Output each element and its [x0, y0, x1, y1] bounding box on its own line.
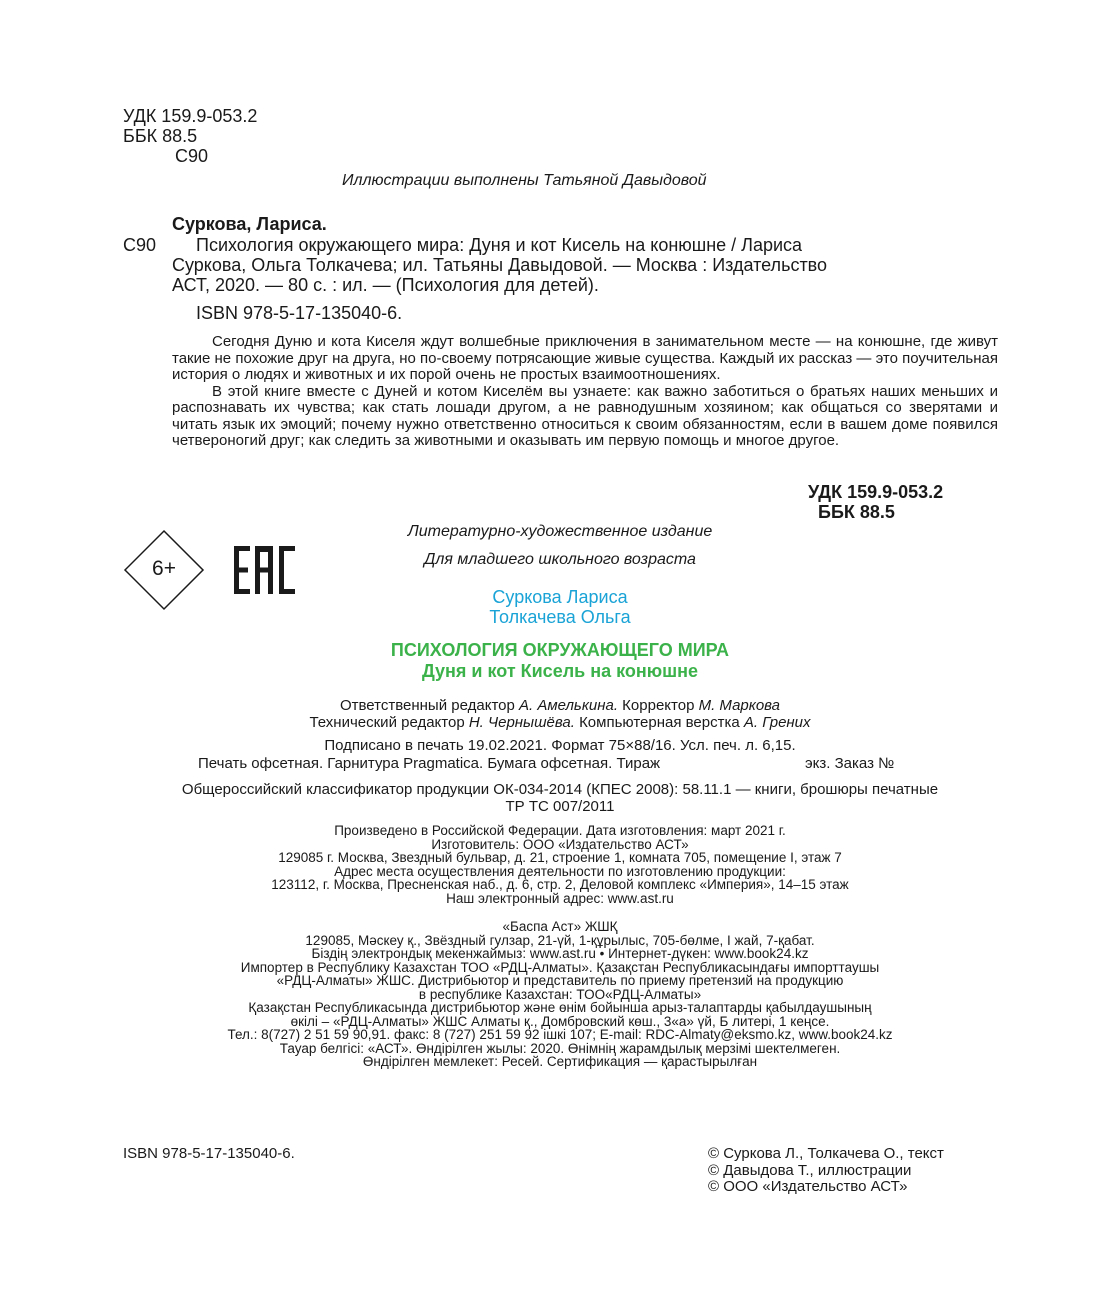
editor-name: М. Маркова — [698, 697, 781, 714]
editor-role: Ответственный редактор — [339, 697, 519, 714]
footer-isbn: ISBN 978-5-17-135040-6. — [123, 1145, 295, 1162]
kazakh-info — [110, 920, 1010, 1069]
kazakh-line: в республике Казахстан: ТОО«РДЦ-Алматы» — [418, 986, 702, 1002]
catalog-entry-line: Суркова, Ольга Толкачева; ил. Татьяны Давыдовой. — Москва : Издательство — [172, 255, 828, 275]
kazakh-line: Біздің электрондық мекенжаймыз: www.ast.ru • Интернет-дүкен: www.book24.kz — [311, 946, 809, 961]
book-title: ПСИХОЛОГИЯ ОКРУЖАЮЩЕГО МИРА — [390, 640, 730, 660]
copyright-line: © Давыдова Т., иллюстрации — [708, 1161, 912, 1179]
kazakh-line: «Баспа Аст» ЖШҚ — [502, 919, 618, 934]
editor-name: Н. Чернышёва. — [468, 713, 575, 731]
kazakh-line: «РДЦ-Алматы» ЖШС. Дистрибьютор и представитель по приему претензий на продукцию — [276, 973, 844, 988]
manufacturer-line: Изготовитель: ООО «Издательство АСТ» — [431, 836, 689, 852]
illustrations-credit: Иллюстрации выполнены Татьяной Давыдовой — [342, 172, 707, 189]
manufacturer-line: Произведено в Российской Федерации. Дата изготовления: март 2021 г. — [334, 823, 786, 838]
header-codes — [123, 106, 257, 166]
editor-name: А. Грених — [743, 713, 811, 731]
authors — [410, 587, 710, 627]
editor-role: Корректор — [618, 697, 699, 714]
edition-audience: Для младшего школьного возраста — [424, 551, 696, 568]
udk-code: УДК 159.9-053.2 — [123, 106, 258, 126]
editor-role: Компьютерная верстка — [574, 713, 744, 731]
catalog-entry — [172, 235, 998, 295]
manufacturer-line: 129085 г. Москва, Звездный бульвар, д. 21, строение 1, комната 705, помещение I, этаж 7 — [278, 850, 842, 865]
catalog-entry-line: Психология окружающего мира: Дуня и кот Кисель на конюшне / Лариса — [196, 235, 803, 255]
editors-line — [160, 715, 960, 732]
classifier-line-2: ТР ТС 007/2011 — [505, 798, 615, 815]
print-line-2b: экз. Заказ № — [805, 755, 895, 772]
copyright-line: © ООО «Издательство АСТ» — [708, 1178, 908, 1195]
author-name: Суркова Лариса — [492, 587, 628, 607]
udk-bold: УДК 159.9-053.2 — [808, 482, 944, 502]
print-line-1: Подписано в печать 19.02.2021. Формат 75×88/16. Усл. печ. л. 6,15. — [324, 737, 796, 754]
age-rating-text: 6+ — [152, 557, 176, 580]
print-line-2a: Печать офсетная. Гарнитура Pragmatica. Бумага офсетная. Тираж — [198, 755, 661, 772]
annotation-paragraph: В этой книге вместе с Дуней и котом Киселём вы узнаете: как важно заботиться о братьях наших меньших и распознавать их чувства; как стать лошади другом, а не равнодушным хозяином; как общаться со зверятами и читать язык их эмоций; почему нужно ответственно относиться к своим обязанностям, если в вашем доме появился четвероногий друг; как следить за животными и оказывать им первую помощь и многое другое. — [172, 382, 998, 449]
kazakh-line: 129085, Мәскеу қ., Звёздный гулзар, 21-үй, 1-құрылыс, 705-бөлме, I жай, 7-қабат. — [305, 932, 815, 948]
editors — [160, 698, 960, 731]
manufacturer-line: Адрес места осуществления деятельности по изготовлению продукции: — [334, 863, 786, 879]
author-mark: С90 — [175, 146, 209, 166]
catalog-mark: С90 — [123, 235, 157, 255]
book-subtitle: Дуня и кот Кисель на конюшне — [422, 661, 698, 681]
annotation-paragraph: Сегодня Дуню и кота Киселя ждут волшебные приключения в занимательном месте — на конюшне, где живут такие не похожие друг на друга, но по-своему потрясающие живые существа. Каждый их рассказ — это поучительная история о людях и животных и их порой очень не простых взаимоотношениях. — [172, 333, 998, 383]
kazakh-line: Тел.: 8(727) 2 51 59 90,91. факс: 8 (727) 251 59 92 ішкі 107; E-mail: RDC-Almaty@eksmo.kz, www.book24.kz — [227, 1027, 893, 1042]
catalog-author: Суркова, Лариса. — [172, 214, 327, 234]
author-name: Толкачева Ольга — [489, 607, 631, 627]
classifier-line-1: Общероссийский классификатор продукции ОК-034-2014 (КПЕС 2008): 58.11.1 — книги, брошюры печатные — [181, 781, 939, 798]
editor-role: Технический редактор — [309, 713, 469, 731]
bbk-bold: ББК 88.5 — [818, 502, 895, 522]
kazakh-line: Тауар белгісі: «АСТ». Өндірілген жылы: 2020. Өнімнің жарамдылық мерзімі шектелмеген. — [279, 1040, 841, 1056]
copyright-block — [708, 1146, 944, 1196]
manufacturer-line: Наш электронный адрес: www.ast.ru — [446, 890, 674, 906]
bbk-code: ББК 88.5 — [123, 126, 198, 146]
kazakh-line: Импортер в Республику Казахстан ТОО «РДЦ-Алматы». Қазақстан Республикасындағы импорттаушы — [240, 959, 880, 975]
editor-name: А. Амелькина. — [519, 697, 619, 714]
editors-line — [160, 698, 960, 715]
kazakh-line: Қазақстан Республикасында дистрибьютор және өнім бойынша арыз-талаптарды қабылдаушының — [248, 1000, 872, 1015]
catalog-entry-line: АСТ, 2020. — 80 с. : ил. — (Психология для детей). — [172, 275, 599, 295]
age-rating-badge — [123, 529, 205, 611]
manufacturer-info — [160, 824, 960, 905]
annotation — [172, 334, 998, 450]
manufacturer-line: 123112, г. Москва, Пресненская наб., д. 6, стр. 2, Деловой комплекс «Империя», 14–15 этаж — [271, 877, 849, 892]
eac-logo-icon — [234, 546, 296, 594]
copyright-line: © Суркова Л., Толкачева О., текст — [708, 1145, 944, 1162]
kazakh-line: Өндірілген мемлекет: Ресей. Сертификация — қарастырылған — [362, 1054, 758, 1069]
eac-mark — [234, 546, 296, 594]
kazakh-line: өкілі – «РДЦ-Алматы» ЖШС Алматы қ., Домбровский көш., 3«а» үй, Б литері, 1 кеңсе. — [290, 1013, 830, 1029]
catalog-isbn: ISBN 978-5-17-135040-6. — [196, 303, 403, 323]
edition-type: Литературно-художественное издание — [407, 523, 713, 540]
